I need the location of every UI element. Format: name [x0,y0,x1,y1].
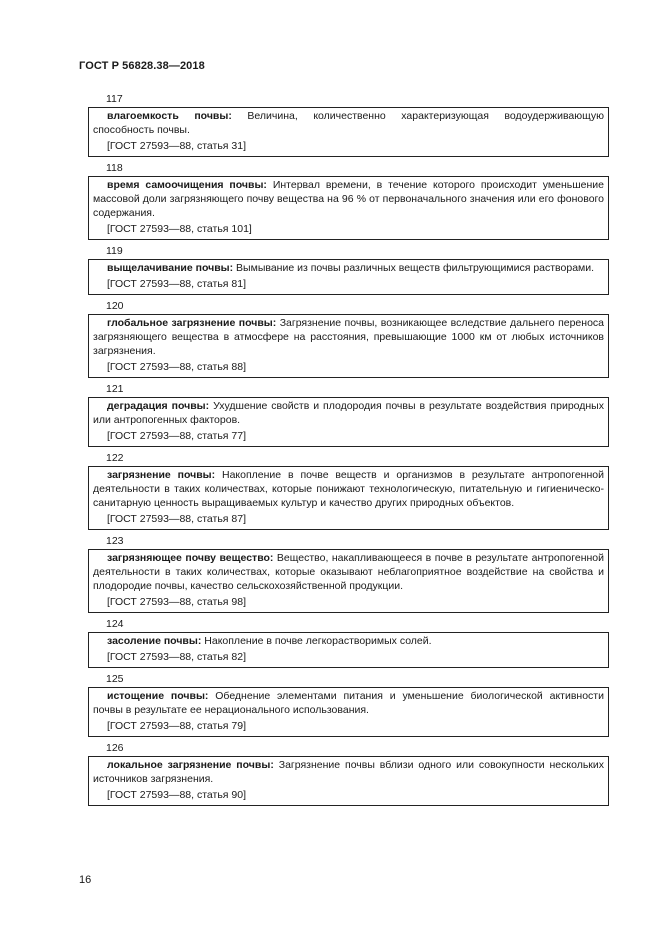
term-name: загрязнение почвы: [107,469,216,481]
document-header: ГОСТ Р 56828.38—2018 [79,60,205,72]
term-entry [88,176,609,240]
term-source: [ГОСТ 27593—88, статья 90] [107,789,246,801]
term-name: глобальное загрязнение почвы: [107,317,277,329]
entry-number: 119 [106,245,123,257]
term-source: [ГОСТ 27593—88, статья 82] [107,651,246,663]
entry-number: 123 [106,535,124,547]
term-source: [ГОСТ 27593—88, статья 98] [107,596,246,608]
entry-number: 122 [106,452,124,464]
term-entry [88,687,609,737]
term-entry [88,107,609,157]
term-definition [93,689,604,717]
definition-text: Накопление в почве легкорастворимых солей. [201,635,432,647]
term-definition [93,551,604,593]
entry-number: 124 [106,618,124,630]
definition-text: Интервал времени, в течение которого происходит уменьшение массовой доли загрязняющего почву вещества на 96 % от первоначального значения или его фонового содержания. [93,179,604,219]
terms-list [88,93,609,811]
term-definition [93,109,604,137]
term-definition [93,261,604,275]
term-definition [93,634,604,648]
term-name: выщелачивание почвы: [107,262,234,274]
entry-number: 125 [106,673,124,685]
term-source: [ГОСТ 27593—88, статья 31] [107,140,246,152]
term-name: загрязняющее почву вещество: [107,552,274,564]
definition-text: Загрязнение почвы, возникающее вследствие дальнего переноса загрязняющего вещества в атмосфере на расстояния, превышающие 1000 км от любых источников загрязнения. [93,317,604,357]
term-definition [93,758,604,786]
term-entry [88,259,609,295]
term-entry [88,314,609,378]
term-source: [ГОСТ 27593—88, статья 81] [107,278,246,290]
definition-text: Загрязнение почвы вблизи одного или совокупности нескольких источников загрязнения. [93,759,605,785]
entry-number: 126 [106,742,124,754]
term-definition [93,316,604,358]
term-name: локальное загрязнение почвы: [107,759,274,771]
entry-number: 121 [106,383,124,395]
term-entry [88,397,609,447]
definition-text: Вымывание из почвы различных веществ фильтрующимися растворами. [233,262,595,274]
term-name: засоление почвы: [107,635,202,647]
term-definition [93,178,604,220]
term-entry [88,549,609,613]
term-source: [ГОСТ 27593—88, статья 88] [107,361,246,373]
term-source: [ГОСТ 27593—88, статья 87] [107,513,246,525]
term-entry [88,632,609,668]
term-name: влагоемкость почвы: [107,110,232,122]
entry-number: 120 [106,300,124,312]
term-source: [ГОСТ 27593—88, статья 77] [107,430,246,442]
definition-text: Ухудшение свойств и плодородия почвы в результате воздействия природных или антропогенных факторов. [93,400,604,426]
definition-text: Вещество, накапливающееся в почве в результате антропогенной деятельности в таких количествах, которые оказывают неблагоприятное воздействие на свойства и плодородие почвы, качество сельскохозяйственной продукции. [93,552,604,592]
term-entry [88,466,609,530]
entry-number: 117 [106,93,123,105]
entry-number: 118 [106,162,123,174]
term-name: время самоочищения почвы: [107,179,267,191]
definition-text: Накопление в почве веществ и организмов в результате антропогенной деятельности в таких количествах, которые понижают технологическую, питательную и гигиеническо-санитарную ценность выращиваемых культур и качество других природных объектов. [93,469,604,509]
term-entry [88,756,609,806]
term-source: [ГОСТ 27593—88, статья 79] [107,720,246,732]
term-definition [93,468,604,510]
page-number: 16 [79,874,92,886]
term-source: [ГОСТ 27593—88, статья 101] [107,223,252,235]
definition-text: Обеднение элементами питания и уменьшение биологической активности почвы в результате ее нерационального использования. [93,690,604,716]
definition-text: Величина, количественно характеризующая водоудерживающую способность почвы. [93,110,605,136]
term-definition [93,399,604,427]
term-name: деградация почвы: [107,400,210,412]
term-name: истощение почвы: [107,690,209,702]
